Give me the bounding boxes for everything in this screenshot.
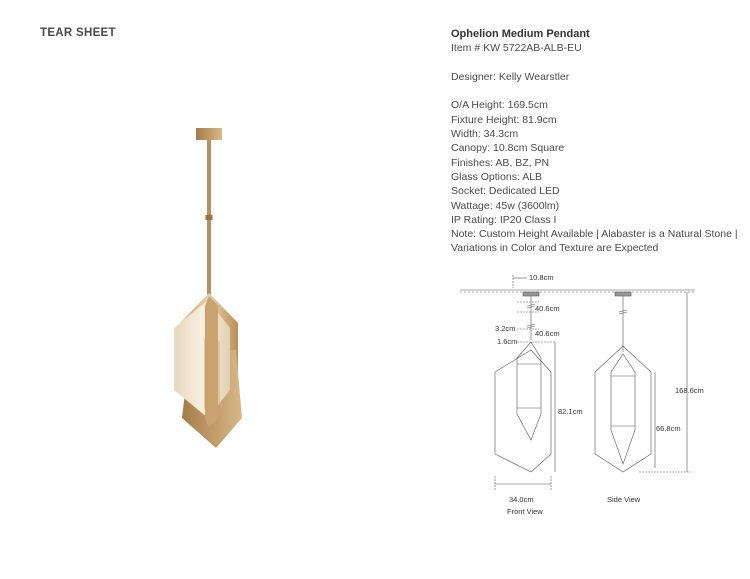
spec-glass-options: Glass Options: ALB <box>451 170 543 183</box>
designer: Designer: Kelly Wearstler <box>451 70 570 83</box>
dim-chain-2: 40.6cm <box>535 329 560 338</box>
spec-oa-height: O/A Height: 169.5cm <box>451 99 548 112</box>
dim-fixture-height: 82.1cm <box>558 407 583 416</box>
front-view-label: Front View <box>507 507 543 516</box>
spec-ip-rating: IP Rating: IP20 Class I <box>451 213 557 226</box>
dim-overall-height: 168.6cm <box>675 386 704 395</box>
spec-finishes: Finishes: AB, BZ, PN <box>451 156 550 169</box>
product-info <box>451 27 741 256</box>
product-photo <box>160 118 270 463</box>
spec-note: Note: Custom Height Available | Alabaster is a Natural Stone | Variations in Color and Texture are Expected <box>451 228 738 255</box>
dim-1-6: 1.6cm <box>497 337 518 346</box>
alabaster-glass <box>174 300 230 418</box>
spec-wattage: Wattage: 45w (3600lm) <box>451 199 560 212</box>
dim-width: 34.0cm <box>509 495 534 504</box>
spec-canopy: Canopy: 10.8cm Square <box>451 142 565 155</box>
item-number: Item # KW 5722AB-ALB-EU <box>451 42 582 55</box>
side-view-label: Side View <box>607 495 641 504</box>
product-name: Ophelion Medium Pendant <box>451 28 590 40</box>
dimension-diagram <box>455 268 705 520</box>
spec-fixture-height: Fixture Height: 81.9cm <box>451 113 557 126</box>
dim-canopy: 10.8cm <box>529 273 554 282</box>
canopy <box>196 128 222 140</box>
spec-socket: Socket: Dedicated LED <box>451 185 560 198</box>
dim-3-2: 3.2cm <box>495 324 516 333</box>
dim-side-glass: 66.8cm <box>656 424 681 433</box>
dim-chain-1: 40.6cm <box>535 304 560 313</box>
spec-width: Width: 34.3cm <box>451 128 519 141</box>
tear-sheet-label: TEAR SHEET <box>40 27 116 39</box>
